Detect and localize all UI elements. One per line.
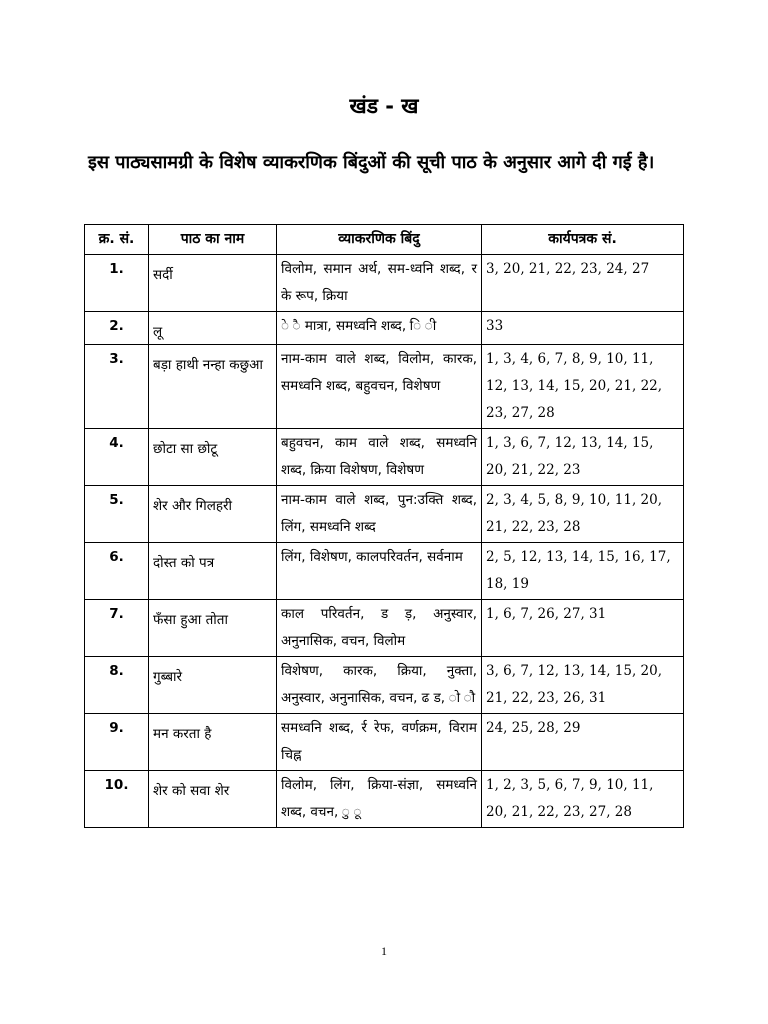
serial-cell: 9.	[85, 714, 149, 771]
lesson-name-cell	[149, 771, 277, 828]
lesson-name-cell	[149, 255, 277, 312]
lesson-name-cell	[149, 429, 277, 486]
worksheet-numbers-cell: 1, 2, 3, 5, 6, 7, 9, 10, 11, 20, 21, 22, 23, 27, 28	[482, 771, 684, 828]
page-number: 1	[381, 944, 387, 958]
table-row	[85, 657, 684, 714]
intro-text: इस पाठ्यसामग्री के विशेष व्याकरणिक बिंदुओं की सूची पाठ के अनुसार आगे दी गई है।	[88, 152, 655, 173]
grammar-points-cell: नाम-काम वाले शब्द, पुन:उक्ति शब्द, लिंग, समध्वनि शब्द	[277, 486, 482, 543]
lesson-name: लू	[153, 324, 163, 340]
table-header-row	[85, 225, 684, 255]
table-row	[85, 600, 684, 657]
grammar-points-cell: े ै मात्रा, समध्वनि शब्द, ि ी	[277, 312, 482, 345]
grammar-points-cell: विशेषण, कारक, क्रिया, नुक्ता, अनुस्वार, अनुनासिक, वचन, ढ ड, ो ौ	[277, 657, 482, 714]
table-row	[85, 543, 684, 600]
header-worksheets: कार्यपत्रक सं.	[482, 225, 684, 255]
lesson-name: सर्दी	[153, 267, 173, 283]
table-row	[85, 255, 684, 312]
header-lesson: पाठ का नाम	[149, 225, 277, 255]
table-row	[85, 312, 684, 345]
serial-cell: 1.	[85, 255, 149, 312]
lesson-name-cell	[149, 345, 277, 429]
worksheet-numbers-cell: 24, 25, 28, 29	[482, 714, 684, 771]
lesson-name: फँसा हुआ तोता	[153, 612, 228, 628]
lesson-name: दोस्त को पत्र	[153, 555, 215, 571]
lesson-name: शेर को सवा शेर	[153, 783, 230, 799]
lesson-name-cell	[149, 714, 277, 771]
worksheet-numbers-cell: 2, 3, 4, 5, 8, 9, 10, 11, 20, 21, 22, 23, 28	[482, 486, 684, 543]
lesson-name: गुब्बारे	[153, 669, 183, 685]
lesson-name-cell	[149, 543, 277, 600]
table-body	[85, 255, 684, 828]
worksheet-numbers-cell: 2, 5, 12, 13, 14, 15, 16, 17, 18, 19	[482, 543, 684, 600]
lesson-name: मन करता है	[153, 726, 212, 742]
worksheet-numbers-cell: 3, 6, 7, 12, 13, 14, 15, 20, 21, 22, 23, 26, 31	[482, 657, 684, 714]
header-serial: क्र. सं.	[85, 225, 149, 255]
grammar-points-cell: विलोम, लिंग, क्रिया-संज्ञा, समध्वनि शब्द, वचन, ु ू	[277, 771, 482, 828]
grammar-points-cell: काल परिवर्तन, ड ड़, अनुस्वार, अनुनासिक, वचन, विलोम	[277, 600, 482, 657]
lesson-name: छोटा सा छोटू	[153, 441, 218, 457]
serial-cell: 8.	[85, 657, 149, 714]
lesson-name-cell	[149, 312, 277, 345]
worksheet-numbers-cell: 3, 20, 21, 22, 23, 24, 27	[482, 255, 684, 312]
grammar-points-cell: बहुवचन, काम वाले शब्द, समध्वनि शब्द, क्रिया विशेषण, विशेषण	[277, 429, 482, 486]
lesson-name: बड़ा हाथी नन्हा कछुआ	[153, 357, 263, 373]
grammar-points-cell: नाम-काम वाले शब्द, विलोम, कारक, समध्वनि शब्द, बहुवचन, विशेषण	[277, 345, 482, 429]
serial-cell: 4.	[85, 429, 149, 486]
grammar-points-cell: समध्वनि शब्द, र्र रेफ, वर्णक्रम, विराम चिह्न	[277, 714, 482, 771]
lesson-name-cell	[149, 600, 277, 657]
table-row	[85, 429, 684, 486]
grammar-table	[84, 224, 684, 828]
table-row	[85, 345, 684, 429]
serial-cell: 6.	[85, 543, 149, 600]
grammar-points-cell: विलोम, समान अर्थ, सम-ध्वनि शब्द, र के रूप, क्रिया	[277, 255, 482, 312]
table-row	[85, 714, 684, 771]
serial-cell: 3.	[85, 345, 149, 429]
lesson-name-cell	[149, 486, 277, 543]
worksheet-numbers-cell: 1, 3, 4, 6, 7, 8, 9, 10, 11, 12, 13, 14, 15, 20, 21, 22, 23, 27, 28	[482, 345, 684, 429]
page-title: खंड - ख	[349, 94, 419, 118]
table-row	[85, 486, 684, 543]
serial-cell: 2.	[85, 312, 149, 345]
table-row	[85, 771, 684, 828]
serial-cell: 5.	[85, 486, 149, 543]
lesson-name-cell	[149, 657, 277, 714]
serial-cell: 10.	[85, 771, 149, 828]
serial-cell: 7.	[85, 600, 149, 657]
worksheet-numbers-cell: 33	[482, 312, 684, 345]
lesson-name: शेर और गिलहरी	[153, 498, 233, 514]
worksheet-numbers-cell: 1, 3, 6, 7, 12, 13, 14, 15, 20, 21, 22, 23	[482, 429, 684, 486]
header-grammar-points: व्याकरणिक बिंदु	[277, 225, 482, 255]
worksheet-numbers-cell: 1, 6, 7, 26, 27, 31	[482, 600, 684, 657]
grammar-points-cell: लिंग, विशेषण, कालपरिवर्तन, सर्वनाम	[277, 543, 482, 600]
